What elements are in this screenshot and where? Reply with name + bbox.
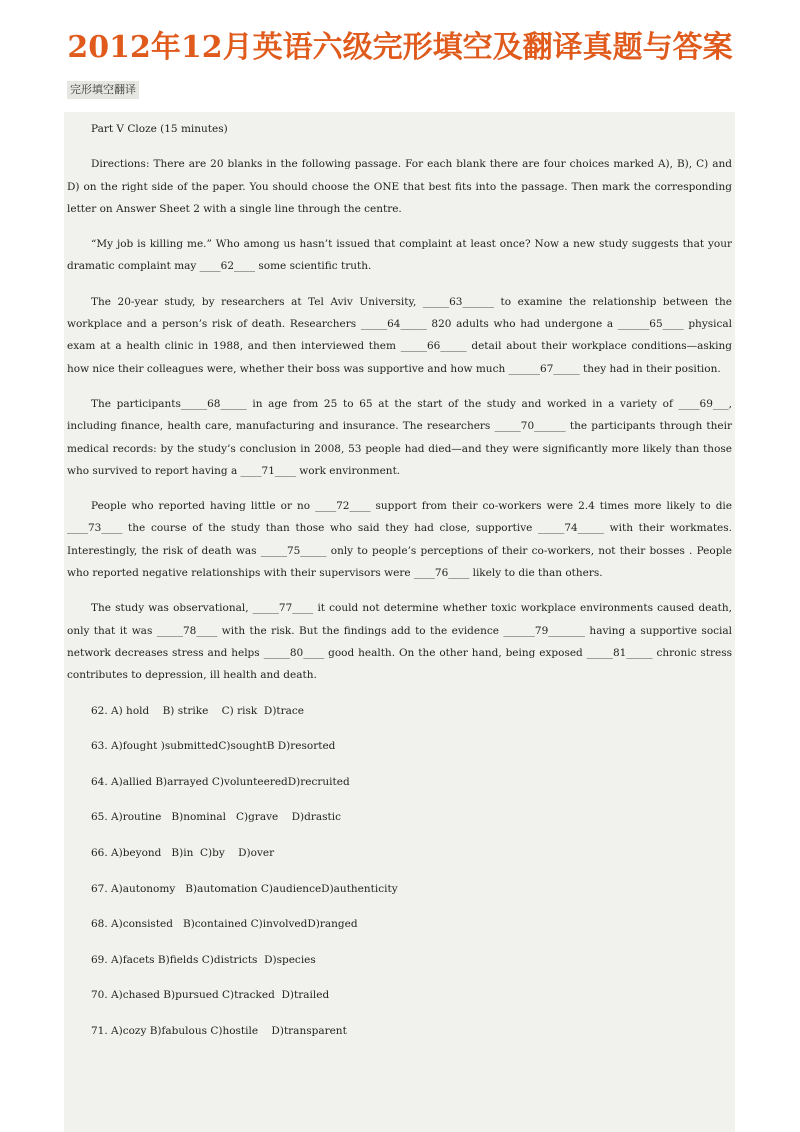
directions-paragraph: Directions: There are 20 blanks in the following passage. For each blank there are four choices marked A), B), C) and D) on the right side of the paper. You should choose the ONE that best fits into the passage. Then mark the corresponding letter on Answer Sheet 2 with a single line through the centre.	[67, 158, 732, 215]
question-options: 69. A)facets B)fields C)districts D)species	[91, 953, 316, 966]
question-options: 63. A)fought )submittedC)soughtB D)resorted	[91, 740, 336, 753]
question-options: 71. A)cozy B)fabulous C)hostile D)transparent	[91, 1024, 347, 1037]
category-tag[interactable]: 完形填空翻译	[67, 81, 139, 99]
question-options: 65. A)routine B)nominal C)grave D)drastic	[91, 811, 341, 824]
question-options: 67. A)autonomy B)automation C)audienceD)authenticity	[91, 882, 398, 895]
question-options: 64. A)allied B)arrayed C)volunteeredD)recruited	[91, 775, 350, 788]
page-title: 2012年12月英语六级完形填空及翻译真题与答案	[67, 30, 733, 65]
part-heading: Part V Cloze (15 minutes)	[91, 123, 228, 135]
question-options: 70. A)chased B)pursued C)tracked D)trailed	[91, 989, 330, 1002]
article-body	[64, 112, 735, 1132]
question-options: 66. A)beyond B)in C)by D)over	[91, 846, 275, 859]
passage-paragraph: The participants_____68_____ in age from 25 to 65 at the start of the study and worked in a variety of ____69___, including finance, health care, manufacturing and insurance. The researchers _____70______ the participants through their medical records: by the study’s conclusion in 2008, 53 people had died—and they were significantly more likely than those who survived to report having a ____71____ work environment.	[67, 397, 732, 477]
passage-paragraph: “My job is killing me.” Who among us hasn’t issued that complaint at least once? Now a new study suggests that your dramatic complaint may ____62____ some scientific truth.	[67, 238, 732, 273]
passage-paragraph: The 20-year study, by researchers at Tel Aviv University, _____63______ to examine the relationship between the workplace and a person’s risk of death. Researchers _____64_____ 820 adults who had undergone a ______65____ physical exam at a health clinic in 1988, and then interviewed them _____66_____ detail about their workplace conditions—asking how nice their colleagues were, whether their boss was supportive and how much ______67_____ they had in their position.	[67, 295, 732, 375]
question-options: 62. A) hold B) strike C) risk D)trace	[91, 704, 305, 717]
passage-paragraph: People who reported having little or no ____72____ support from their co-workers were 2.4 times more likely to die ____73____ the course of the study than those who said they had close, supportive _____74_____ with their workmates. Interestingly, the risk of death was _____75_____ only to people’s perceptions of their co-workers, not their bosses . People who reported negative relationships with their supervisors were ____76____ likely to die than others.	[67, 500, 732, 580]
question-options: 68. A)consisted B)contained C)involvedD)ranged	[91, 918, 358, 931]
passage-paragraph: The study was observational, _____77____ it could not determine whether toxic workplace environments caused death, only that it was _____78____ with the risk. But the findings add to the evidence ______79_______ having a supportive social network decreases stress and helps _____80____ good health. On the other hand, being exposed _____81_____ chronic stress contributes to depression, ill health and death.	[67, 602, 732, 682]
